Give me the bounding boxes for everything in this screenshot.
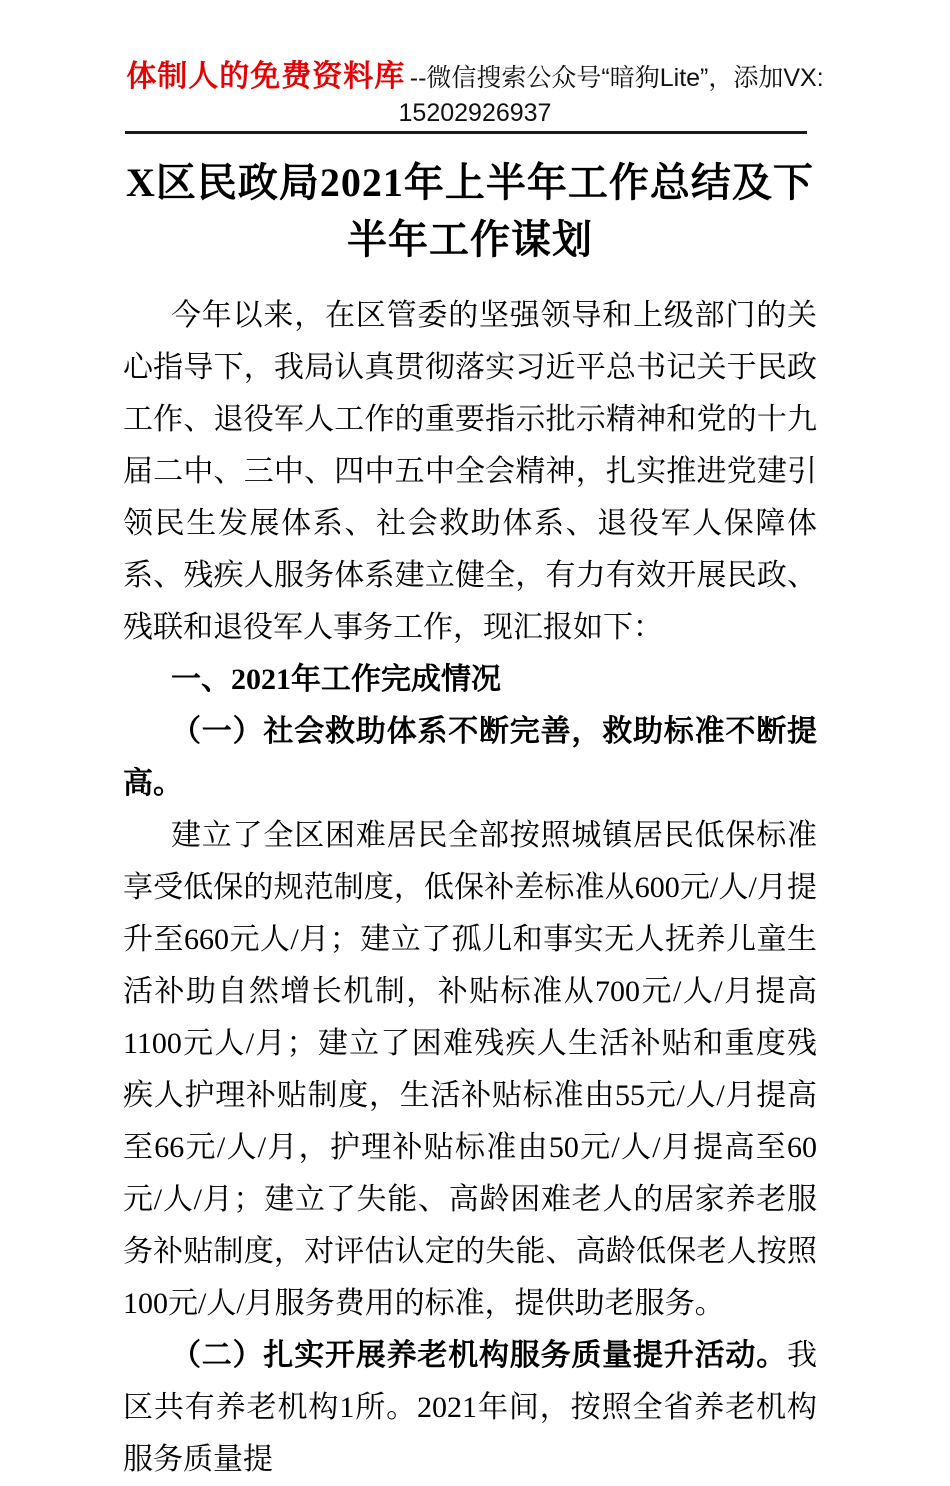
brand-text: 体制人的免费资料库: [126, 60, 406, 93]
section-heading-1: 一、2021年工作完成情况: [171, 663, 501, 696]
document-title: X区民政局2021年上半年工作总结及下半年工作谋划: [126, 160, 814, 262]
phone-number: 15202926937: [398, 99, 552, 127]
paragraph-social-assistance: 建立了全区困难居民全部按照城镇居民低保标准享受低保的规范制度，低保补差标准从600元/人/月提升至660元人/月；建立了孤儿和事实无人抚养儿童生活补助自然增长机制，补贴标准从700元/人/月提高1100元人/月；建立了困难残疾人生活补贴和重度残疾人护理补贴制度，生活补贴标准由55元/人/月提高至66元/人/月，护理补贴标准由50元/人/月提高至60元/人/月；建立了失能、高龄困难老人的居家养老服务补贴制度，对评估认定的失能、高龄低保老人按照100元/人/月服务费用的标准，提供助老服务。: [123, 819, 817, 1320]
promo-text: --微信搜索公众号“暗狗Lite”，添加VX:: [409, 64, 824, 92]
header-divider: [125, 131, 807, 134]
paragraph-intro: 今年以来，在区管委的坚强领导和上级部门的关心指导下，我局认真贯彻落实习近平总书记关于民政工作、退役军人工作的重要指示批示精神和党的十九届二中、三中、四中五中全会精神，扎实推进党建引领民生发展体系、社会救助体系、退役军人保障体系、残疾人服务体系建立健全，有力有效开展民政、残联和退役军人事务工作，现汇报如下：: [123, 299, 817, 644]
subsection-heading-1: （一）社会救助体系不断完善，救助标准不断提高。: [123, 715, 817, 800]
document-body: [123, 290, 817, 1486]
paragraph-elderly-care-text: 我区共有养老机构1所。2021年间，按照全省养老机构服务质量提: [123, 1339, 817, 1476]
header-line-1: [0, 60, 950, 99]
page-header: [0, 0, 950, 134]
paragraph-elderly-care: [123, 1330, 817, 1486]
subsection-heading-2: （二）扎实开展养老机构服务质量提升活动。: [171, 1339, 787, 1372]
